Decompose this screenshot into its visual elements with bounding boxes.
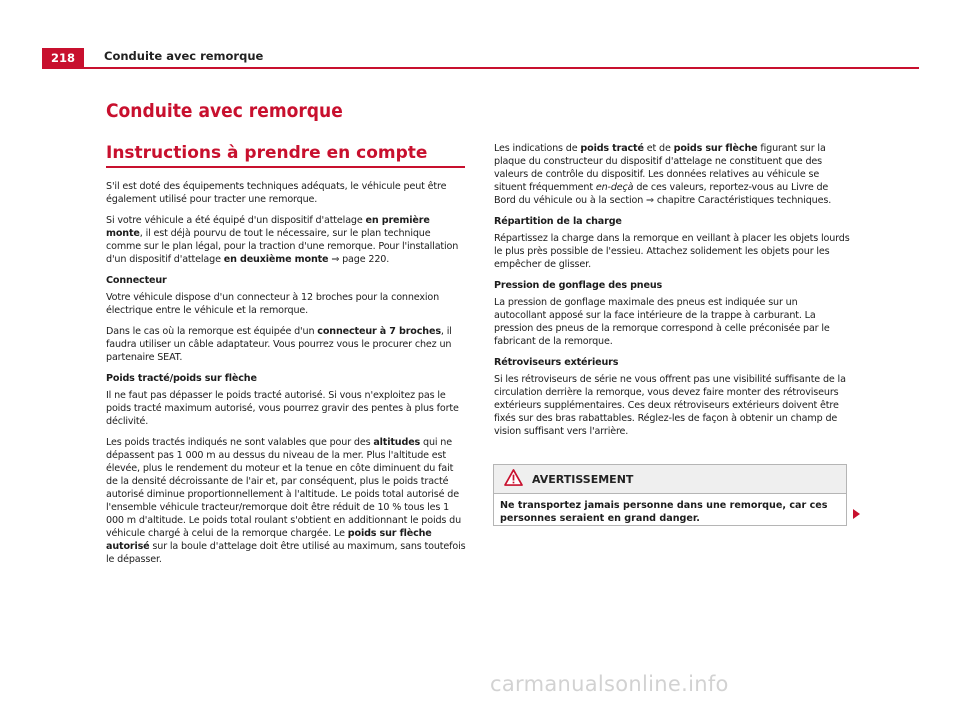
running-header: Conduite avec remorque (104, 49, 264, 63)
warning-header (494, 465, 846, 494)
paragraph: La pression de gonflage maximale des pneus est indiquée sur un autocollant apposé sur la face intérieure de la trappe à carburant. La pression des pneus de la remorque correspond à celle préconisée par le fabricant de la remorque. (494, 297, 830, 347)
paragraph: Votre véhicule dispose d'un connecteur à 12 broches pour la connexion électrique entre le véhicule et la remorque. (106, 292, 440, 316)
continue-arrow-icon (853, 509, 860, 519)
subheading-repartition: Répartition de la charge (494, 216, 622, 227)
header-rule (42, 67, 919, 69)
page-number: 218 (42, 48, 84, 67)
paragraph: Les poids tractés indiqués ne sont valables que pour des altitudes qui ne dépassent pas 1 000 m au dessus du niveau de la mer. Plus l'altitude est élevée, plus le rendement du moteur et la tenue en côte diminuent du fait de la densité décroissante de l'air et, par conséquent, plus le poids tracté autorisé diminue proportionnellement à l'altitude. Le poids total autorisé de l'ensemble véhicule tracteur/remorque doit être réduit de 10 % tous les 1 000 m d'altitude. Le poids total roulant s'obtient en additionnant le poids du véhicule chargé à celui de la remorque chargée. Le poids sur flèche autorisé sur la boule d'attelage doit être utilisé au maximum, sans toutefois le dépasser. (106, 437, 466, 565)
paragraph: Il ne faut pas dépasser le poids tracté autorisé. Si vous n'exploitez pas le poids tracté maximum autorisé, vous pourrez gravir des pentes à plus forte déclivité. (106, 390, 459, 427)
section-title: Instructions à prendre en compte (106, 143, 465, 168)
paragraph: Les indications de poids tracté et de poids sur flèche figurant sur la plaque du constructeur du dispositif d'attelage ne constituent que des valeurs de contrôle du dispositif. Les données relatives au véhicule se situent fréquemment en-deçà de ces valeurs, reportez-vous au Livre de Bord du véhicule ou à la section ⇒ chapitre Caractéristiques techniques. (494, 143, 832, 206)
left-column (106, 180, 466, 574)
warning-text: Ne transportez jamais personne dans une remorque, car ces personnes seraient en grand danger. (500, 500, 828, 524)
paragraph: Dans le cas où la remorque est équipée d'un connecteur à 7 broches, il faudra utiliser un câble adaptateur. Vous pourrez vous le procurer chez un partenaire SEAT. (106, 326, 452, 363)
chapter-title: Conduite avec remorque (106, 100, 343, 122)
subheading-retroviseurs: Rétroviseurs extérieurs (494, 357, 619, 368)
right-column (494, 142, 850, 446)
subheading-pression: Pression de gonflage des pneus (494, 280, 663, 291)
paragraph: S'il est doté des équipements techniques adéquats, le véhicule peut être également utilisé pour tracter une remorque. (106, 181, 447, 205)
warning-box (493, 464, 847, 526)
subheading-poids: Poids tracté/poids sur flèche (106, 373, 257, 384)
warning-triangle-icon (504, 469, 523, 490)
page-link[interactable]: ⇒ page 220. (328, 254, 390, 265)
subheading-connecteur: Connecteur (106, 275, 167, 286)
paragraph: Si les rétroviseurs de série ne vous offrent pas une visibilité suffisante de la circulation derrière la remorque, vous devez faire monter des rétroviseurs extérieurs supplémentaires. Ces deux rétroviseurs extérieurs doivent être fixés sur des bras rabattables. Réglez-les de façon à obtenir un champ de vision suffisant vers l'arrière. (494, 374, 846, 437)
warning-title: AVERTISSEMENT (532, 472, 634, 486)
paragraph: Si votre véhicule a été équipé d'un dispositif d'attelage en première monte, il est déjà pourvu de tout le nécessaire, sur le plan technique comme sur le plan légal, pour la traction d'une remorque. Pour l'installation d'un dispositif d'attelage en deuxième monte ⇒ page 220. (106, 215, 459, 265)
paragraph: Répartissez la charge dans la remorque en veillant à placer les objets lourds le plus près possible de l'essieu. Attachez solidement les objets pour les empêcher de glisser. (494, 233, 850, 270)
watermark: carmanualsonline.info (490, 672, 729, 696)
